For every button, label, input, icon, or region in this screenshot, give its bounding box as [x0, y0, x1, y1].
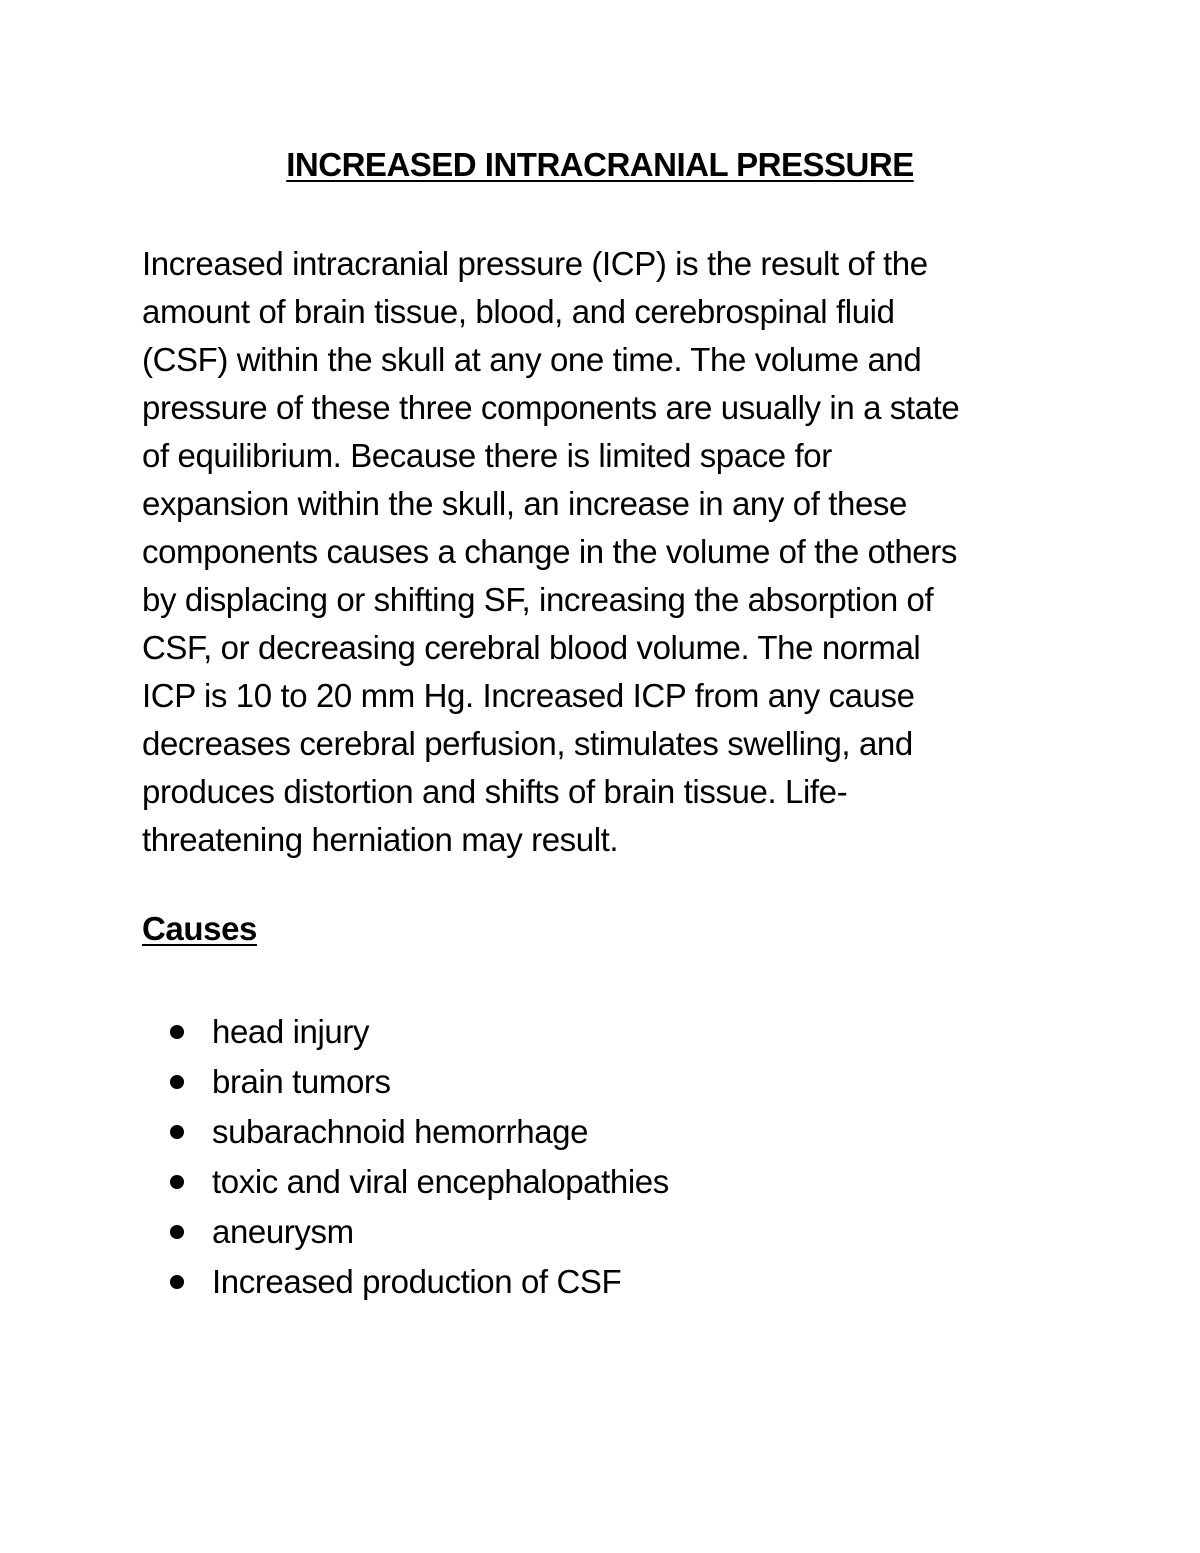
paragraph-line: by displacing or shifting SF, increasing the absorption of — [142, 581, 934, 618]
paragraph-line: produces distortion and shifts of brain tissue. Life- — [142, 773, 848, 810]
paragraph-line: CSF, or decreasing cerebral blood volume. The normal — [142, 629, 921, 666]
causes-heading: Causes — [142, 910, 258, 947]
cause-text: head injury — [212, 1013, 370, 1050]
paragraph-line: (CSF) within the skull at any one time. The volume and — [142, 341, 922, 378]
paragraph-line: of equilibrium. Because there is limited space for — [142, 437, 832, 474]
paragraph-line: threatening herniation may result. — [142, 821, 619, 858]
cause-text: brain tumors — [212, 1063, 391, 1100]
title-text: INCREASED INTRACRANIAL PRESSURE — [286, 146, 914, 183]
paragraph-line: components causes a change in the volume of the others — [142, 533, 957, 570]
bullet-icon — [170, 1025, 184, 1039]
paragraph-line: pressure of these three components are usually in a state — [142, 389, 960, 426]
cause-text: toxic and viral encephalopathies — [212, 1163, 669, 1200]
paragraph-line: ICP is 10 to 20 mm Hg. Increased ICP from any cause — [142, 677, 915, 714]
bullet-icon — [170, 1275, 184, 1289]
cause-text: Increased production of CSF — [212, 1263, 622, 1300]
document-title — [0, 146, 1200, 184]
paragraph-line: expansion within the skull, an increase in any of these — [142, 485, 907, 522]
bullet-icon — [170, 1125, 184, 1139]
intro-paragraph — [142, 240, 1072, 864]
cause-text: aneurysm — [212, 1213, 354, 1250]
bullet-icon — [170, 1075, 184, 1089]
paragraph-line: amount of brain tissue, blood, and cerebrospinal fluid — [142, 293, 895, 330]
paragraph-line: Increased intracranial pressure (ICP) is the result of the — [142, 245, 928, 282]
cause-text: subarachnoid hemorrhage — [212, 1113, 589, 1150]
bullet-icon — [170, 1225, 184, 1239]
paragraph-line: decreases cerebral perfusion, stimulates swelling, and — [142, 725, 913, 762]
bullet-icon — [170, 1175, 184, 1189]
